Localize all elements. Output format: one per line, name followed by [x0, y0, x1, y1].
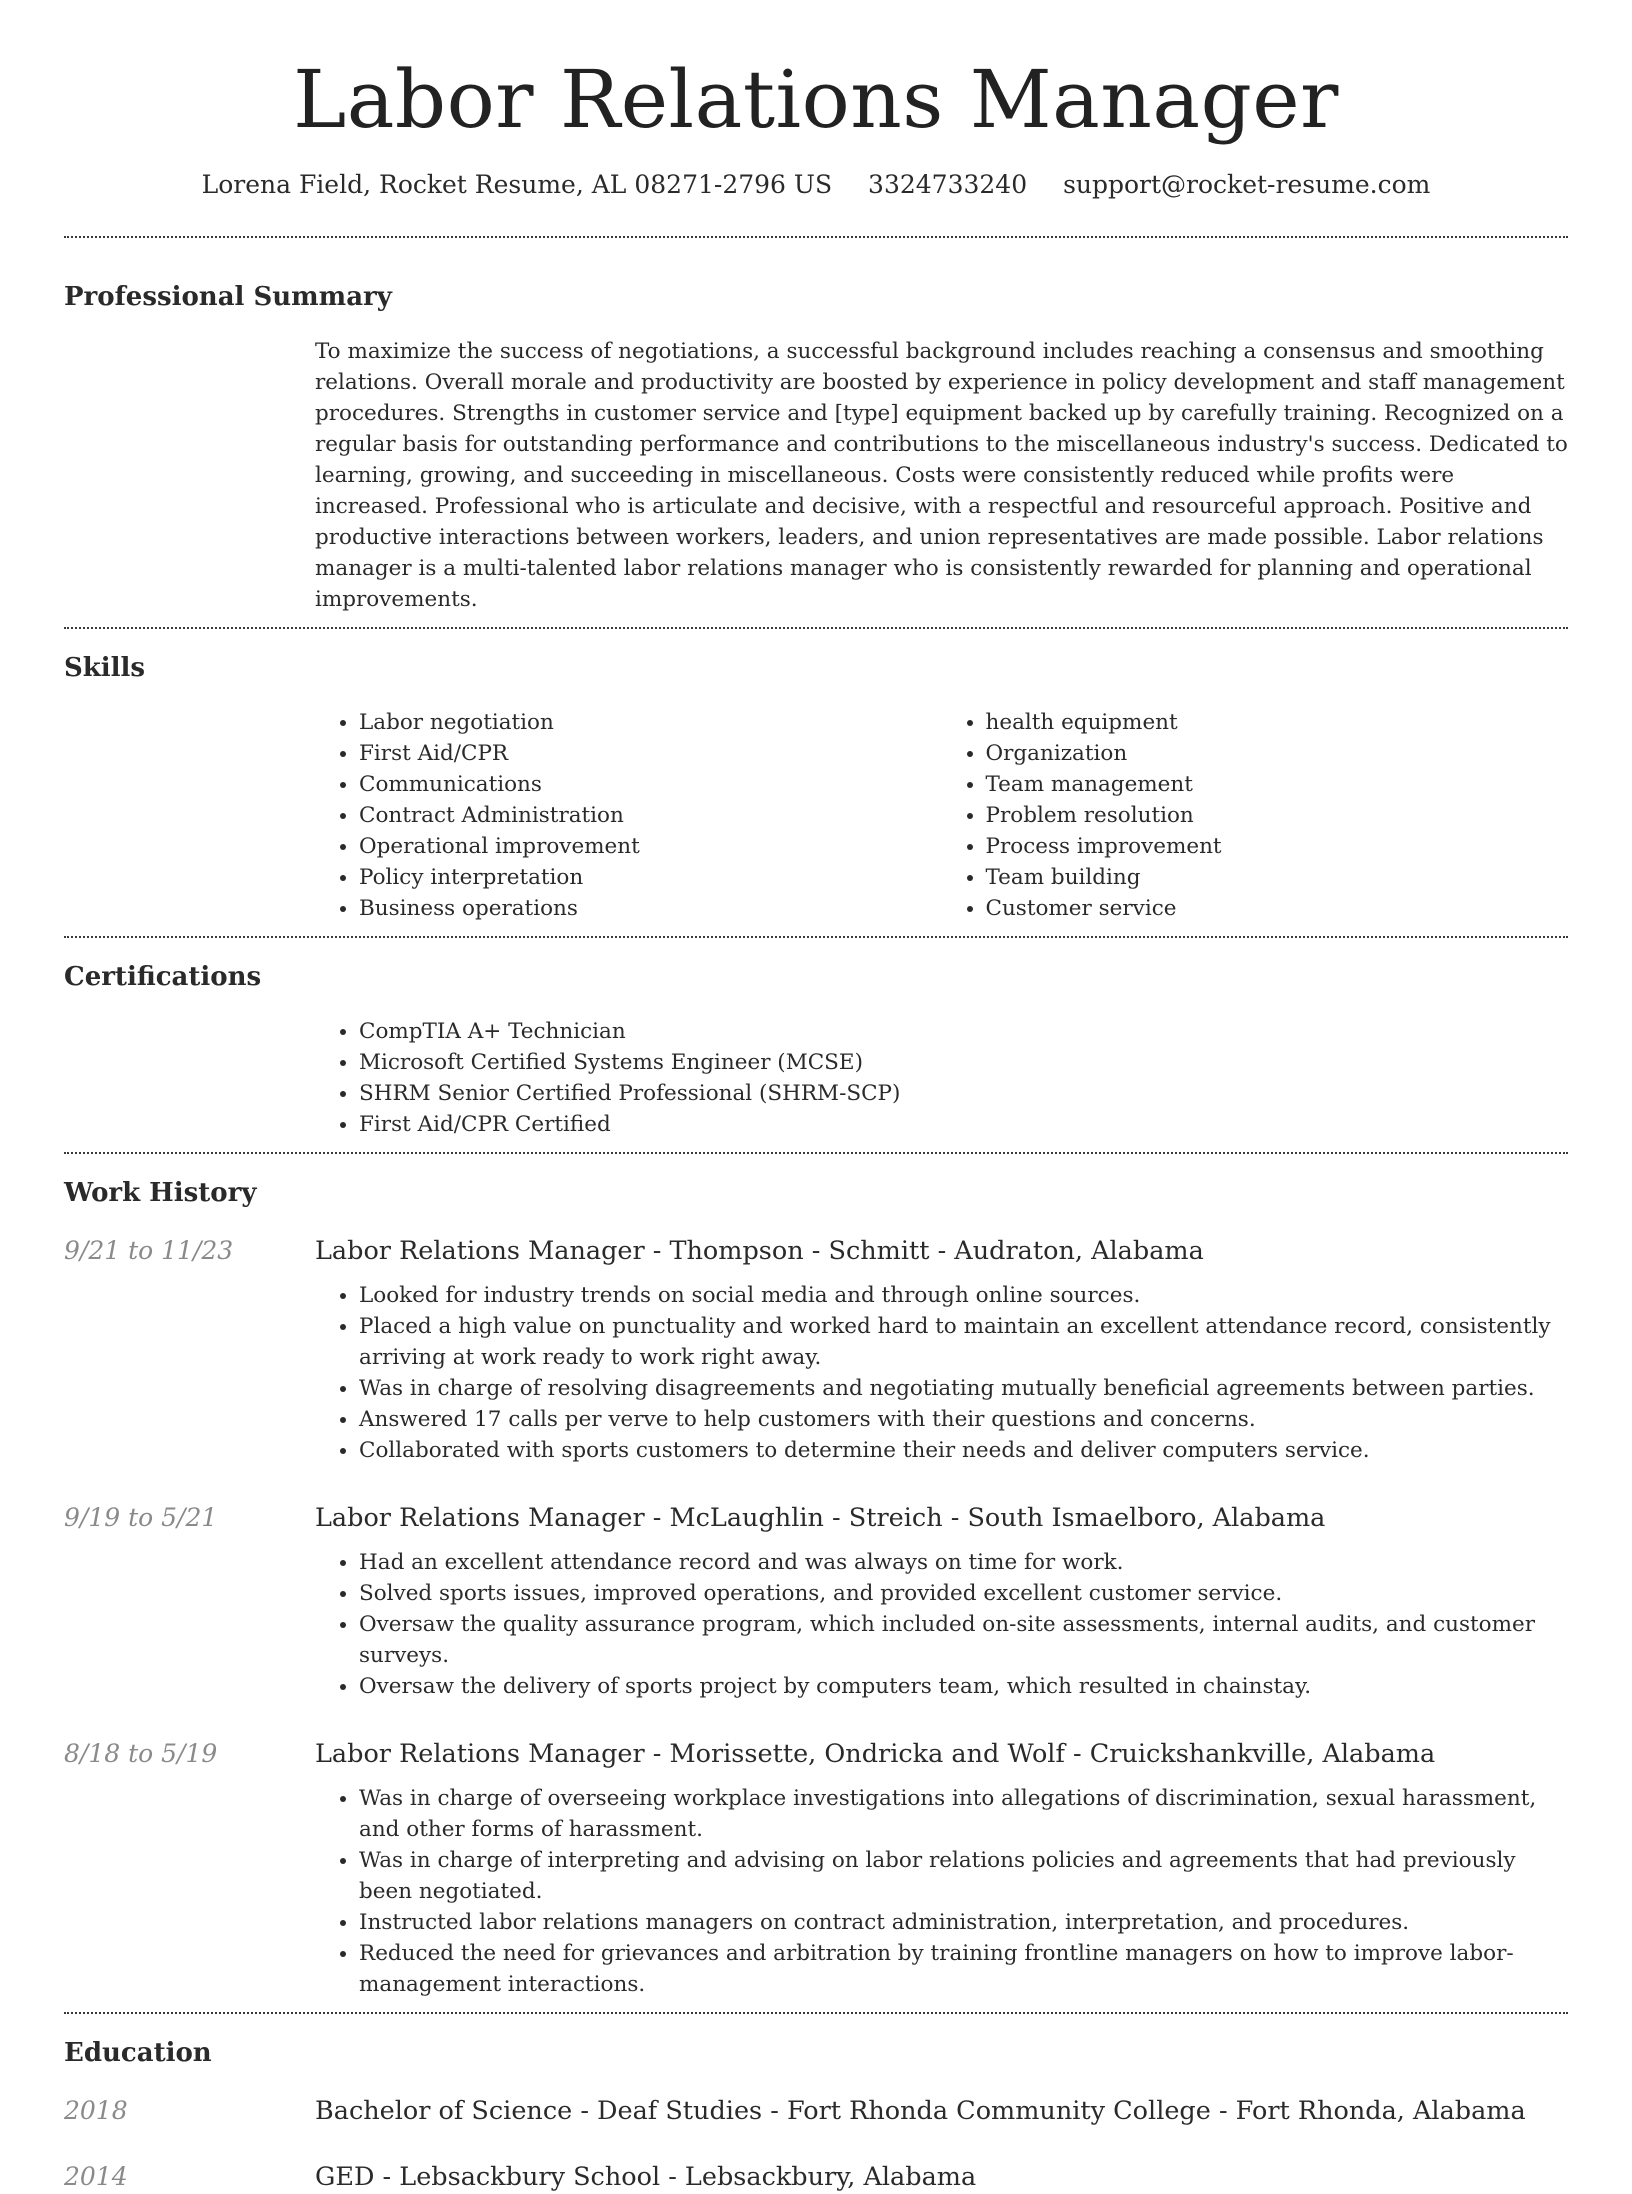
- certifications-section: [64, 938, 1568, 1152]
- skill-item: • Policy interpretation: [359, 862, 942, 893]
- job-bullet: • Looked for industry trends on social media and through online sources.: [359, 1280, 1568, 1311]
- skill-item: • Team building: [986, 862, 1569, 893]
- job-dates: 9/21 to 11/23: [64, 1236, 234, 1265]
- skill-item: • health equipment: [986, 707, 1569, 738]
- education-heading: Education: [64, 2038, 212, 2068]
- contact-email: support@rocket-resume.com: [1063, 170, 1431, 199]
- education-year: 2014: [64, 2162, 128, 2191]
- job-bullet: • Was in charge of overseeing workplace investigations into allegations of discrimination, sexual harassment, and other forms of harassment.: [359, 1783, 1568, 1845]
- job-bullet: • Answered 17 calls per verve to help customers with their questions and concerns.: [359, 1404, 1568, 1435]
- skill-item: • Communications: [359, 769, 942, 800]
- job-entry: [64, 1234, 1568, 1466]
- education-entry: [64, 2094, 1568, 2128]
- job-bullet: • Oversaw the delivery of sports project by computers team, which resulted in chainstay.: [359, 1671, 1568, 1702]
- skills-list-left: [315, 707, 942, 924]
- summary-section: [64, 238, 1568, 627]
- education-year: 2018: [64, 2096, 128, 2125]
- skill-item: • Business operations: [359, 893, 942, 924]
- job-entry: [64, 1501, 1568, 1702]
- skill-item: • Process improvement: [986, 831, 1569, 862]
- education-section: [64, 2014, 1568, 2194]
- summary-text: To maximize the success of negotiations, a successful background includes reaching a consensus and smoothing relations. Overall morale and productivity are boosted by experience in policy development and staff management procedures. Strengths in customer service and [type] equipment backed up by carefully training. Recognized on a regular basis for outstanding performance and contributions to the miscellaneous industry's success. Dedicated to learning, growing, and succeeding in miscellaneous. Costs were consistently reduced while profits were increased. Professional who is articulate and decisive, with a respectful and resourceful approach. Positive and productive interactions between workers, leaders, and union representatives are made possible. Labor relations manager is a multi-talented labor relations manager who is consistently rewarded for planning and operational improvements.: [315, 339, 1568, 612]
- job-bullets: [315, 1771, 1568, 2000]
- skill-item: • Contract Administration: [359, 800, 942, 831]
- skills-section: [64, 629, 1568, 936]
- resume-title: Labor Relations Manager: [293, 53, 1339, 146]
- certifications-heading: Certifications: [64, 962, 262, 992]
- summary-heading: Professional Summary: [64, 282, 392, 312]
- skills-heading: Skills: [64, 653, 146, 683]
- certification-item: • Microsoft Certified Systems Engineer (MCSE): [359, 1047, 1568, 1078]
- job-bullets: [315, 1535, 1568, 1702]
- contact-address: Lorena Field, Rocket Resume, AL 08271-2796 US: [201, 170, 833, 199]
- job-dates: 8/18 to 5/19: [64, 1739, 218, 1768]
- job-title: Labor Relations Manager - Thompson - Schmitt - Audraton, Alabama: [315, 1236, 1204, 1266]
- work-history-heading: Work History: [64, 1178, 257, 1208]
- job-bullet: • Solved sports issues, improved operations, and provided excellent customer service.: [359, 1578, 1568, 1609]
- job-bullet: • Had an excellent attendance record and was always on time for work.: [359, 1547, 1568, 1578]
- skill-item: • Problem resolution: [986, 800, 1569, 831]
- job-bullet: • Reduced the need for grievances and arbitration by training frontline managers on how to improve labor-management interactions.: [359, 1938, 1568, 2000]
- skill-item: • Labor negotiation: [359, 707, 942, 738]
- job-bullet: • Was in charge of interpreting and advising on labor relations policies and agreements that had previously been negotiated.: [359, 1845, 1568, 1907]
- job-bullet: • Oversaw the quality assurance program, which included on-site assessments, internal audits, and customer surveys.: [359, 1609, 1568, 1671]
- job-bullets: [315, 1268, 1568, 1466]
- job-title: Labor Relations Manager - McLaughlin - Streich - South Ismaelboro, Alabama: [315, 1503, 1326, 1533]
- education-title: Bachelor of Science - Deaf Studies - Fort Rhonda Community College - Fort Rhonda, Alabama: [315, 2096, 1526, 2126]
- job-entry: [64, 1737, 1568, 2012]
- job-bullet: • Instructed labor relations managers on contract administration, interpretation, and procedures.: [359, 1907, 1568, 1938]
- contact-phone: 3324733240: [868, 170, 1028, 199]
- skill-item: • Operational improvement: [359, 831, 942, 862]
- certification-item: • First Aid/CPR Certified: [359, 1109, 1568, 1140]
- work-history-section: [64, 1154, 1568, 2012]
- job-bullet: • Was in charge of resolving disagreements and negotiating mutually beneficial agreements between parties.: [359, 1373, 1568, 1404]
- job-dates: 9/19 to 5/21: [64, 1503, 218, 1532]
- skills-columns: [315, 685, 1568, 936]
- job-title: Labor Relations Manager - Morissette, Ondricka and Wolf - Cruickshankville, Alabama: [315, 1739, 1436, 1769]
- contact-line: [64, 168, 1568, 202]
- job-bullet: • Placed a high value on punctuality and worked hard to maintain an excellent attendance record, consistently arriving at work ready to work right away.: [359, 1311, 1568, 1373]
- resume-page: [64, 0, 1568, 2194]
- certification-item: • SHRM Senior Certified Professional (SHRM-SCP): [359, 1078, 1568, 1109]
- skill-item: • Customer service: [986, 893, 1569, 924]
- skill-item: • Team management: [986, 769, 1569, 800]
- skill-item: • First Aid/CPR: [359, 738, 942, 769]
- education-title: GED - Lebsackbury School - Lebsackbury, Alabama: [315, 2162, 977, 2192]
- certification-item: • CompTIA A+ Technician: [359, 1016, 1568, 1047]
- education-entry: [64, 2160, 1568, 2194]
- certifications-list: [315, 994, 1568, 1152]
- skills-list-right: [942, 707, 1569, 924]
- skill-item: • Organization: [986, 738, 1569, 769]
- job-bullet: • Collaborated with sports customers to determine their needs and deliver computers service.: [359, 1435, 1568, 1466]
